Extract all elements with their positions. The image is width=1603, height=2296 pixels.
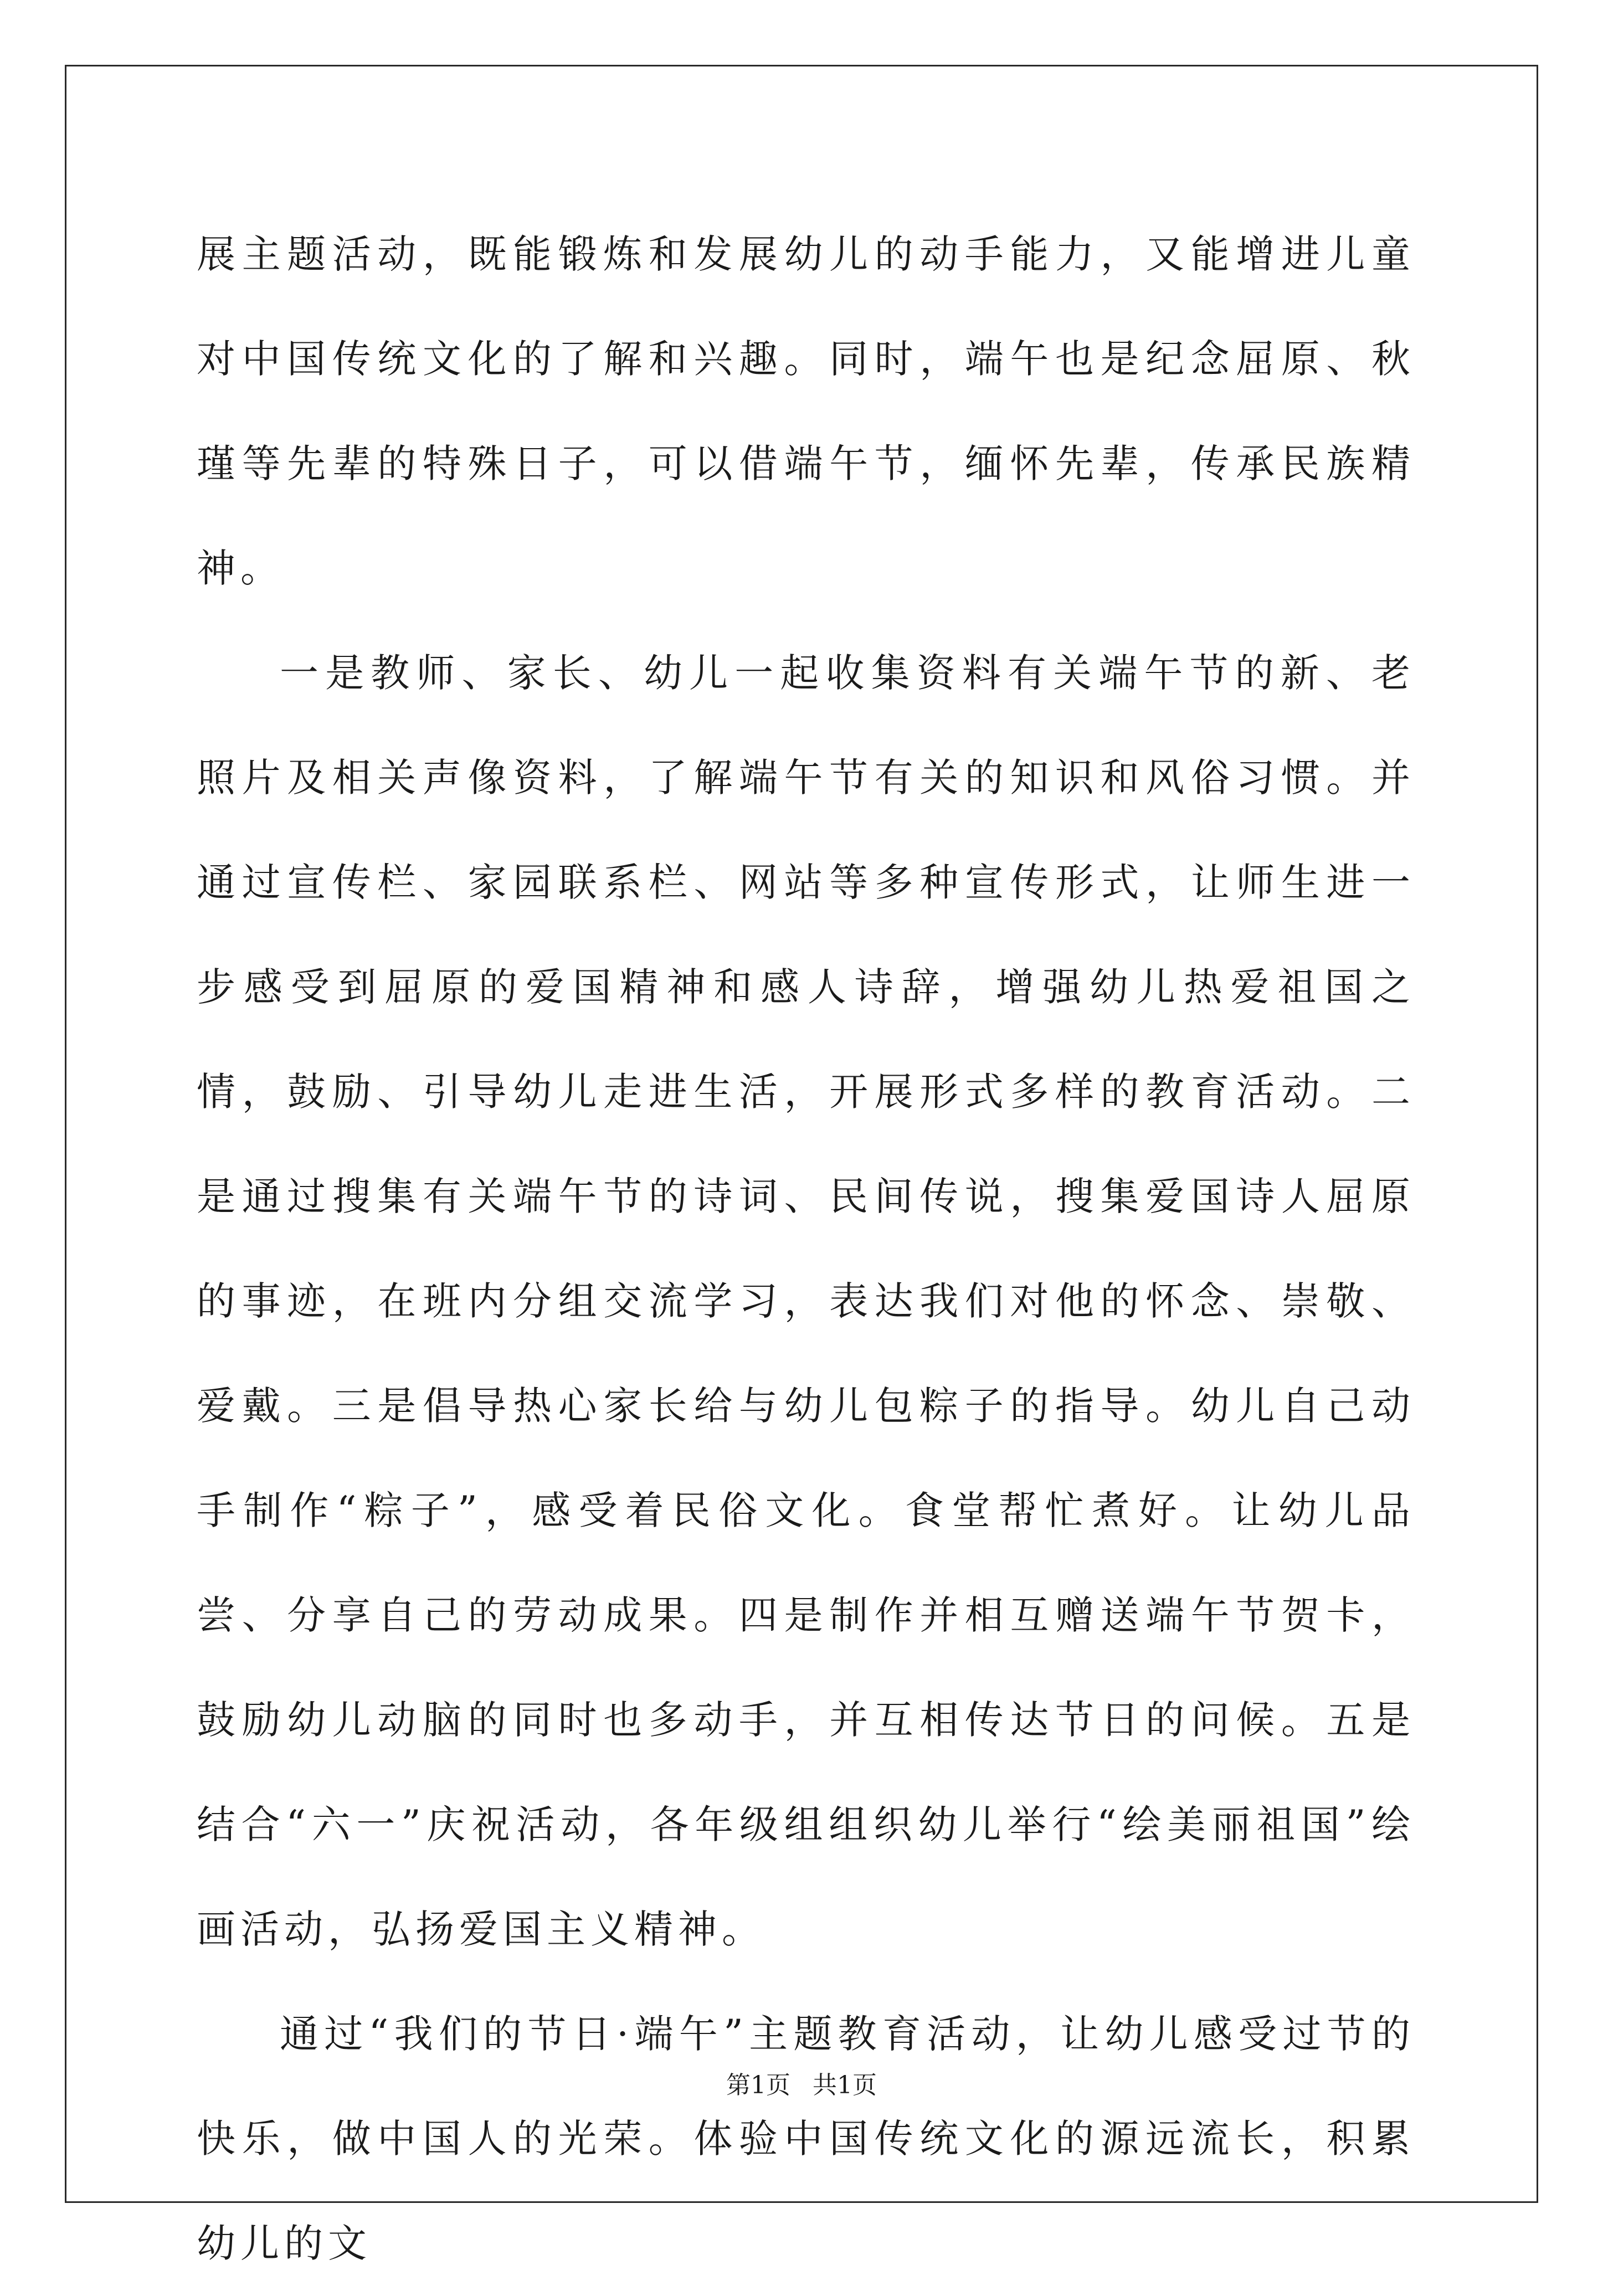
paragraph-activities: 一是教师、家长、幼儿一起收集资料有关端午节的新、老照片及相关声像资料，了解端午节有关的知识和风俗习惯。并通过宣传栏、家园联系栏、网站等多种宣传形式，让师生进一步感受到屈原的爱国精神和感人诗辞，增强幼儿热爱祖国之情，鼓励、引导幼儿走进生活，开展形式多样的教育活动。二是通过搜集有关端午节的诗词、民间传说，搜集爱国诗人屈原的事迹，在班内分组交流学习，表达我们对他的怀念、崇敬、爱戴。三是倡导热心家长给与幼儿包粽子的指导。幼儿自己动手制作“粽子”，感受着民俗文化。食堂帮忙煮好。让幼儿品尝、分享自己的劳动成果。四是制作并相互赠送端午节贺卡，鼓励幼儿动脑的同时也多动手，并互相传达节日的问候。五是结合“六一”庆祝活动，各年级组组织幼儿举行“绘美丽祖国”绘画活动，弘扬爱国主义精神。 — [197, 650, 1415, 1952]
page-number: 第1页 — [726, 2071, 790, 2099]
page-total: 共1页 — [813, 2071, 877, 2099]
page-footer — [0, 2069, 1603, 2102]
paragraph-continuation: 展主题活动，既能锻炼和发展幼儿的动手能力，又能增进儿童对中国传统文化的了解和兴趣。同时，端午也是纪念屈原、秋瑾等先辈的特殊日子，可以借端午节，缅怀先辈，传承民族精神。 — [197, 232, 1415, 591]
paragraph-summary: 通过“我们的节日·端午”主题教育活动，让幼儿感受过节的快乐，做中国人的光荣。体验中国传统文化的源远流长，积累幼儿的文 — [197, 2011, 1415, 2266]
document-body — [197, 202, 1415, 2296]
